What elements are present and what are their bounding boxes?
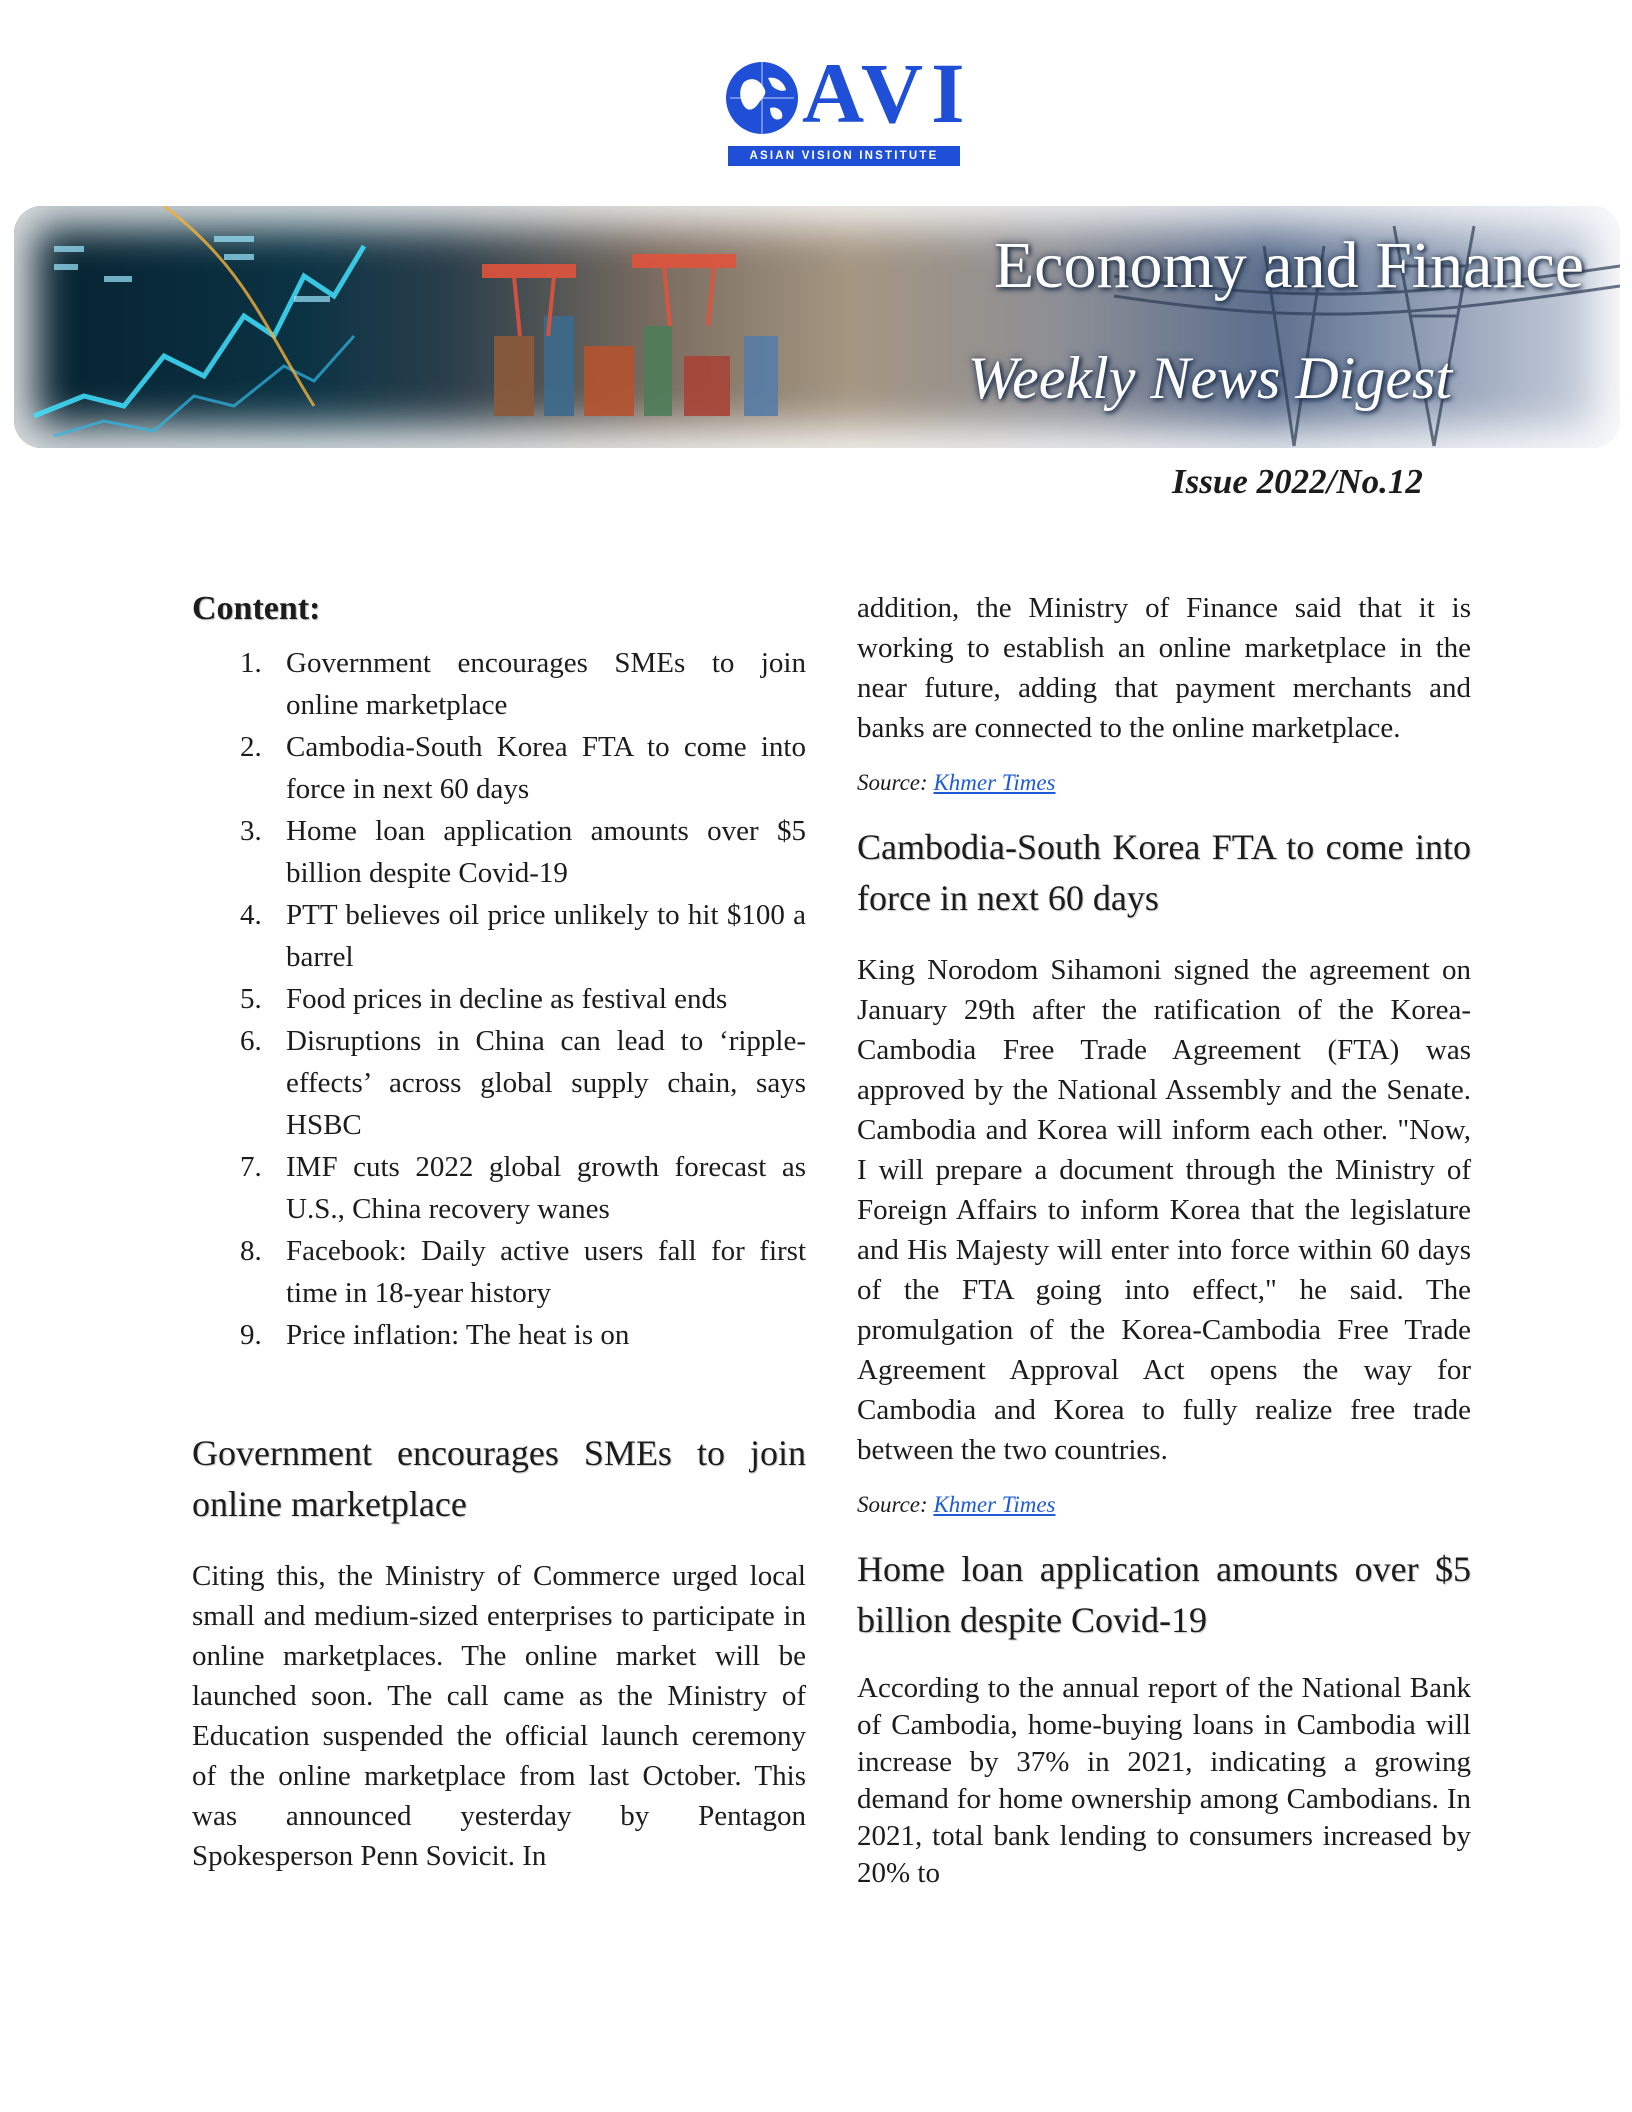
article-title-fta: Cambodia-South Korea FTA to come into force in next 60 days: [857, 827, 1471, 918]
toc-number: 6.: [240, 1025, 262, 1057]
toc-number: 3.: [240, 815, 262, 847]
toc-text: Home loan application amounts over $5 billion despite Covid-19: [286, 815, 806, 889]
article-body-home-loan: According to the annual report of the National Bank of Cambodia, home-buying loans in Cambodia will increase by 37% in 2021, indicating a growing demand for home ownership among Cambodians. In 2021, total bank lending to consumers increased by 20% to: [857, 1672, 1471, 1889]
source-line: [857, 1492, 1471, 1518]
logo-tagline: ASIAN VISION INSTITUTE: [728, 146, 960, 166]
toc-number: 4.: [240, 899, 262, 931]
toc-item: [192, 894, 806, 978]
globe-icon: [724, 60, 800, 136]
source-label: Source:: [857, 770, 934, 795]
article-title-sme: Government encourages SMEs to join online marketplace: [192, 1433, 806, 1524]
toc-text: Food prices in decline as festival ends: [286, 983, 728, 1015]
toc-number: 8.: [240, 1235, 262, 1267]
toc-number: 7.: [240, 1151, 262, 1183]
source-label: Source:: [857, 1492, 934, 1517]
table-of-contents: [192, 642, 806, 1356]
toc-item: [192, 726, 806, 810]
toc-number: 5.: [240, 983, 262, 1015]
article-body-sme: Citing this, the Ministry of Commerce urged local small and medium-sized enterprises to participate in online marketplaces. The online market will be launched soon. The call came as the Ministry of Education suspended the official launch ceremony of the online marketplace from last October. This was announced yesterday by Pentagon Spokesperson Penn Sovicit. In: [192, 1560, 806, 1872]
toc-item: [192, 1146, 806, 1230]
source-link-khmer-times[interactable]: Khmer Times: [933, 770, 1056, 795]
content-heading: Content:: [192, 590, 321, 627]
logo-text: AVI: [802, 45, 973, 141]
article-body-sme-continued: addition, the Ministry of Finance said that it is working to establish an online marketplace in the near future, adding that payment merchants and banks are connected to the online marketplace.: [857, 592, 1471, 744]
toc-item: [192, 810, 806, 894]
banner-subtitle: Weekly News Digest: [967, 345, 1452, 411]
banner-title: Economy and Finance: [993, 229, 1584, 302]
article-title-home-loan: Home loan application amounts over $5 billion despite Covid-19: [857, 1549, 1471, 1640]
left-column: [192, 590, 806, 1876]
toc-number: 2.: [240, 731, 262, 763]
source-link-khmer-times[interactable]: Khmer Times: [933, 1492, 1056, 1517]
banner: [14, 206, 1620, 448]
toc-text: IMF cuts 2022 global growth forecast as U.S., China recovery wanes: [286, 1151, 806, 1225]
toc-text: Facebook: Daily active users fall for first time in 18-year history: [286, 1235, 806, 1309]
toc-text: Cambodia-South Korea FTA to come into force in next 60 days: [286, 731, 806, 805]
toc-item: [192, 1314, 806, 1356]
toc-item: [192, 978, 806, 1020]
toc-number: 9.: [240, 1319, 262, 1351]
toc-text: Disruptions in China can lead to ‘ripple-effects’ across global supply chain, says HSBC: [286, 1025, 806, 1141]
issue-number: Issue 2022/No.12: [1172, 462, 1423, 501]
toc-text: PTT believes oil price unlikely to hit $100 a barrel: [286, 899, 806, 973]
article-body-fta: King Norodom Sihamoni signed the agreement on January 29th after the ratification of the Korea-Cambodia Free Trade Agreement (FTA) was approved by the National Assembly and the Senate. Cambodia and Korea will inform each other. "Now, I will prepare a document through the Ministry of Foreign Affairs to inform Korea that the legislature and His Majesty will enter into force within 60 days of the FTA going into effect," he said. The promulgation of the Korea-Cambodia Free Trade Agreement Approval Act opens the way for Cambodia and Korea to fully realize free trade between the two countries.: [857, 954, 1471, 1466]
toc-text: Government encourages SMEs to join online marketplace: [286, 647, 806, 721]
source-line: [857, 770, 1471, 796]
toc-text: Price inflation: The heat is on: [286, 1319, 630, 1351]
right-column: [857, 588, 1471, 1892]
toc-item: [192, 1020, 806, 1146]
avi-logo: [724, 45, 973, 172]
toc-item: [192, 642, 806, 726]
toc-item: [192, 1230, 806, 1314]
toc-number: 1.: [240, 647, 262, 679]
